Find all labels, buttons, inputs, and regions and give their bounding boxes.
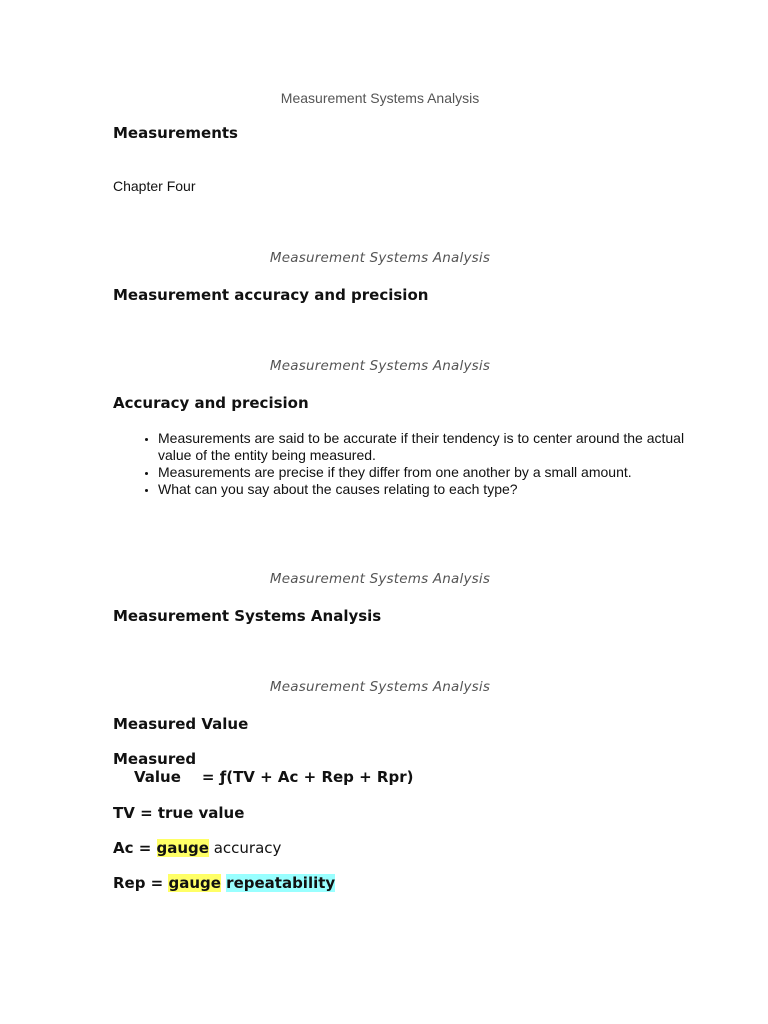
rep-prefix: Rep = [113, 874, 169, 892]
rep-repeatability-highlight: repeatability [226, 874, 336, 892]
heading-measured-value: Measured Value [113, 715, 249, 733]
tv-definition: TV = true value [113, 804, 245, 822]
ac-gauge-highlight: gauge [156, 839, 209, 857]
document-title: Measurement Systems Analysis [280, 90, 480, 106]
bullet-item: • Measurements are said to be accurate if their tendency is to center around the actual value of the entity being measured. [158, 430, 718, 464]
formula-expression: = ƒ(TV + Ac + Rep + Rpr) [201, 768, 414, 786]
slide-title-3: Measurement Systems Analysis [269, 571, 491, 587]
slide-title-1: Measurement Systems Analysis [269, 250, 491, 266]
slide-title-2: Measurement Systems Analysis [269, 358, 491, 374]
heading-msa: Measurement Systems Analysis [113, 607, 382, 625]
ac-definition [113, 839, 281, 857]
bullet-item: • What can you say about the causes relating to each type? [158, 481, 718, 498]
heading-measurement-accuracy-precision: Measurement accuracy and precision [113, 286, 429, 304]
bullet-list [113, 430, 718, 498]
bullet-item: • Measurements are precise if they differ from one another by a small amount. [158, 464, 718, 481]
slide-title-4: Measurement Systems Analysis [269, 679, 491, 695]
chapter-label: Chapter Four [113, 178, 196, 194]
formula-value-label: Value [134, 768, 181, 786]
ac-suffix: accuracy [208, 839, 282, 857]
rep-gauge-highlight: gauge [168, 874, 221, 892]
formula-line-2 [113, 768, 413, 786]
heading-accuracy-and-precision: Accuracy and precision [113, 394, 309, 412]
heading-measurements: Measurements [113, 124, 238, 142]
ac-prefix: Ac = [113, 839, 157, 857]
formula-line-1: Measured [113, 750, 197, 768]
rep-definition [113, 874, 335, 892]
